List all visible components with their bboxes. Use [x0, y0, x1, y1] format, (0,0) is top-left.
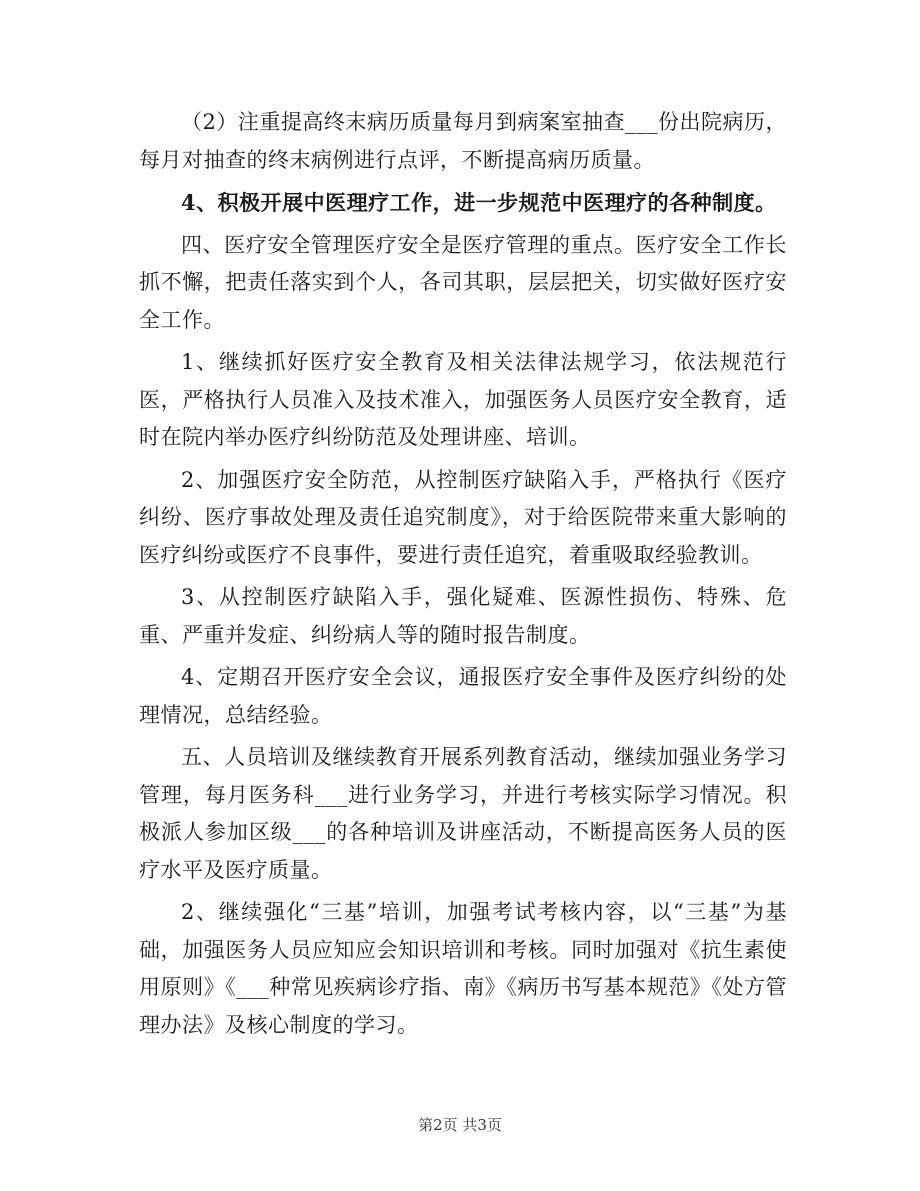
paragraph-three-basics-training: 2、继续强化“三基”培训，加强考试考核内容，以“三基”为基础，加强医务人员应知应会知识培训和考核。同时加强对《抗生素使用原则》《___种常见疾病诊疗指、南》《病历书写基本规范》《处方管理办法》及核心制度的学习。	[139, 900, 787, 1037]
document-body	[139, 104, 787, 1049]
paragraph-defect-reporting: 3、从控制医疗缺陷入手，强化疑难、医源性损伤、特殊、危重、严重并发症、纠纷病人等的随时报告制度。	[139, 585, 787, 647]
paragraph-safety-prevention: 2、加强医疗安全防范，从控制医疗缺陷入手，严格执行《医疗纠纷、医疗事故处理及责任追究制度》，对于给医院带来重大影响的医疗纠纷或医疗不良事件，要进行责任追究，着重吸取经验教训。	[139, 467, 787, 567]
paragraph-safety-meetings: 4、定期召开医疗安全会议，通报医疗安全事件及医疗纠纷的处理情况，总结经验。	[139, 665, 787, 727]
paragraph-medical-record-quality: （2）注重提高终末病历质量每月到病案室抽查___份出院病历，每月对抽查的终末病例进行点评，不断提高病历质量。	[139, 110, 787, 172]
paragraph-safety-management: 四、医疗安全管理医疗安全是医疗管理的重点。医疗安全工作长抓不懈，把责任落实到个人，各司其职，层层把关，切实做好医疗安全工作。	[139, 232, 787, 332]
paragraph-staff-training: 五、人员培训及继续教育开展系列教育活动，继续加强业务学习管理，每月医务科___进行业务学习，并进行考核实际学习情况。积极派人参加区级___的各种培训及讲座活动，不断提高医务人员的医疗水平及医疗质量。	[139, 745, 787, 882]
page-number-footer: 第2页 共3页	[418, 1116, 502, 1134]
paragraph-safety-education: 1、继续抓好医疗安全教育及相关法律法规学习，依法规范行医，严格执行人员准入及技术准入，加强医务人员医疗安全教育，适时在院内举办医疗纠纷防范及处理讲座、培训。	[139, 350, 787, 449]
paragraph-tcm-therapy: 4、积极开展中医理疗工作，进一步规范中医理疗的各种制度。	[181, 190, 777, 215]
